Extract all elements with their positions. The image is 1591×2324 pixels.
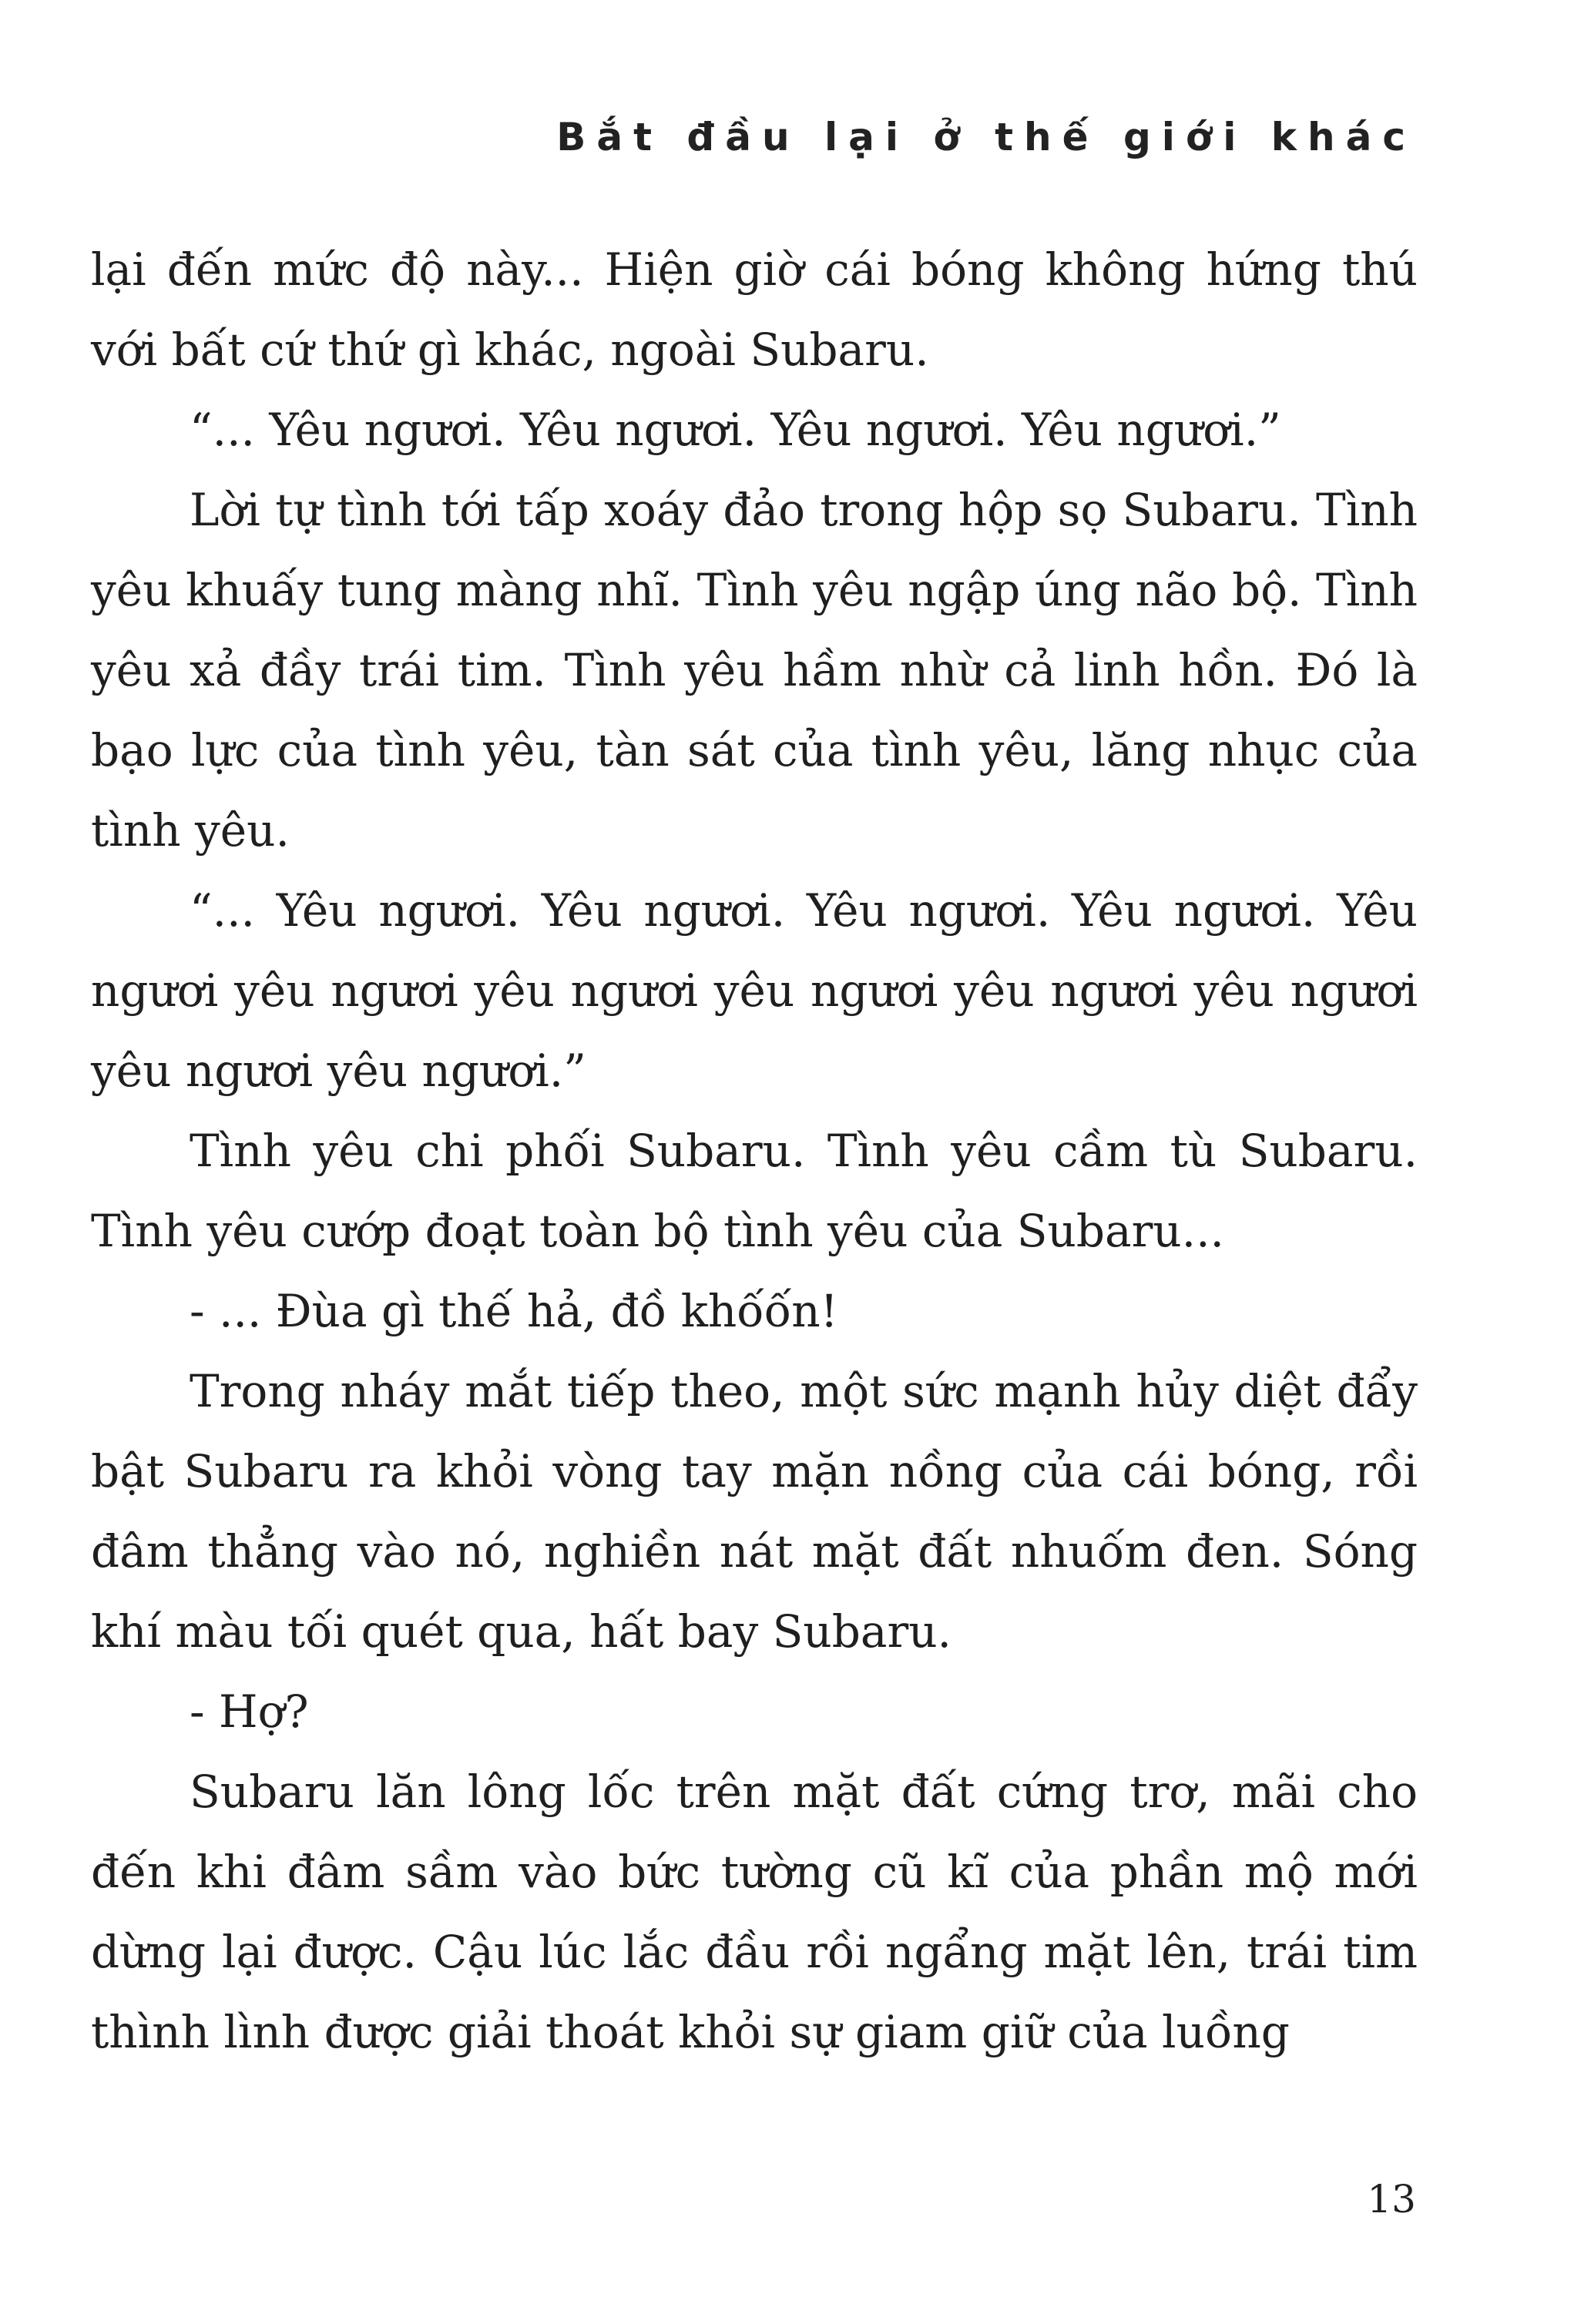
paragraph-narration-2: Tình yêu chi phối Subaru. Tình yêu cầm tù Subaru. Tình yêu cướp đoạt toàn bộ tình yêu của Subaru... [91, 1125, 1418, 1257]
paragraph-dialogue-1: “... Yêu ngươi. Yêu ngươi. Yêu ngươi. Yêu ngươi.” [190, 404, 1281, 456]
paragraph-narration-4: Subaru lăn lông lốc trên mặt đất cứng trơ, mãi cho đến khi đâm sầm vào bức tường cũ kĩ của phần mộ mới dừng lại được. Cậu lúc lắc đầu rồi ngẩng mặt lên, trái tim thình lình được giải thoát khỏi sự giam giữ của luồng [91, 1766, 1418, 2058]
paragraph-narration-1: Lời tự tình tới tấp xoáy đảo trong hộp sọ Subaru. Tình yêu khuấy tung màng nhĩ. Tình yêu ngập úng não bộ. Tình yêu xả đầy trái tim. Tình yêu hầm nhừ cả linh hồn. Đó là bạo lực của tình yêu, tàn sát của tình yêu, lăng nhục của tình yêu. [91, 484, 1418, 857]
page-number: 13 [1367, 2177, 1416, 2222]
paragraph-dialogue-4: - Hợ? [190, 1685, 309, 1738]
paragraph-dialogue-3: - ... Đùa gì thế hả, đồ khốốn! [190, 1285, 838, 1337]
running-header-title: Bắt đầu lại ở thế giới khác [556, 115, 1416, 159]
paragraph-narration-3: Trong nháy mắt tiếp theo, một sức mạnh hủy diệt đẩy bật Subaru ra khỏi vòng tay mặn nồng của cái bóng, rồi đâm thẳng vào nó, nghiền nát mặt đất nhuốm đen. Sóng khí màu tối quét qua, hất bay Subaru. [91, 1365, 1418, 1658]
body-text [91, 230, 1418, 2072]
paragraph-continuation: lại đến mức độ này... Hiện giờ cái bóng không hứng thú với bất cứ thứ gì khác, ngoài Subaru. [91, 243, 1418, 376]
paragraph-dialogue-2: “... Yêu ngươi. Yêu ngươi. Yêu ngươi. Yêu ngươi. Yêu ngươi yêu ngươi yêu ngươi yêu ngươi yêu ngươi yêu ngươi yêu ngươi yêu ngươi.” [91, 884, 1418, 1097]
